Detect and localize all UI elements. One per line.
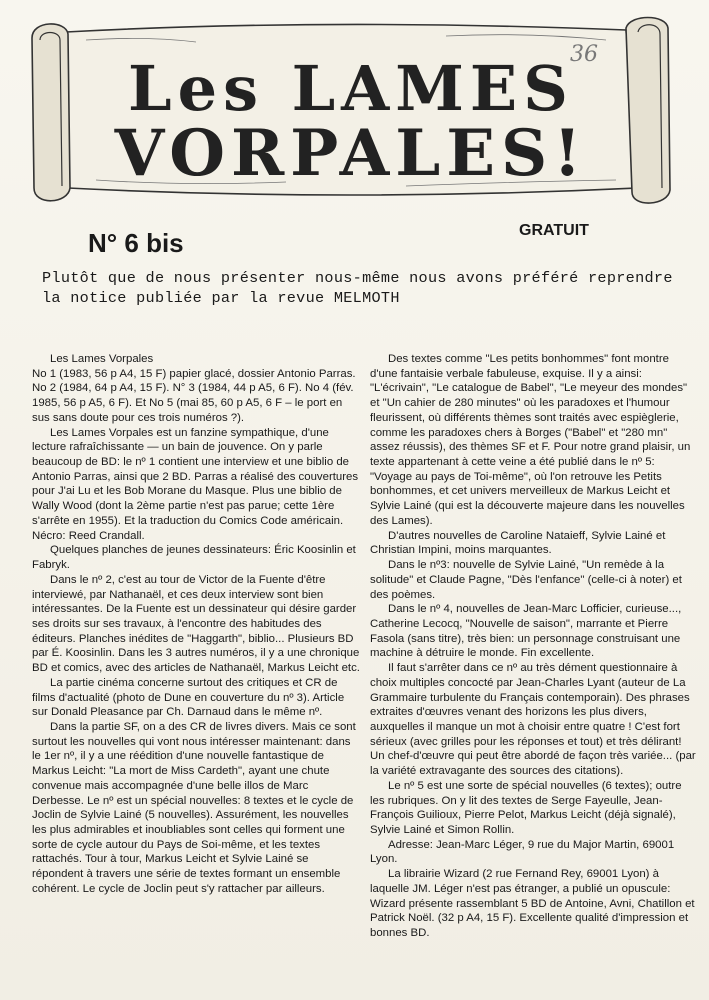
right-column [370, 352, 698, 941]
handwritten-note: 36 [570, 42, 598, 67]
price-label: GRATUIT [519, 222, 589, 239]
column-right-paragraph: La librairie Wizard (2 rue Fernand Rey, 69001 Lyon) à laquelle JM. Léger n'est pas étranger, a publié un opuscule: Wizard présente rassemblant 5 BD de Antoine, Avni, Chatillon et Patrick Noël. (32 p A4, 15 F). Excellente qualité d'impression et bonnes BD. [370, 868, 695, 940]
column-right-paragraph: Il faut s'arrêter dans ce nº au très dément questionnaire à choix multiples concocté par Jean-Charles Lyant (auteur de La Grammaire turbulente du Français contemporain). Des phrases extraites d'œuvres venant des horizons les plus divers, auxquelles il manque un mot à choisir entre quatre ! C'est fort sérieux (avec grilles pour les réponses et tout) et très délirant! Un chef-d'œuvre qui peut être abordé de façon très variée... (par la variété extravagante des sources des citations). [370, 662, 696, 778]
intro-paragraph: Plutôt que de nous présenter nous-même nous avons préféré reprendre la notice publiée par la revue MELMOTH [42, 269, 673, 307]
column-right-paragraph: Le nº 5 est une sorte de spécial nouvelles (6 textes); outre les rubriques. On y lit des textes de Serge Fayeulle, Jean-François Guilioux, Pierre Pelot, Markus Leicht (déjà signalé), Sylvie Lainé et Simon Rollin. [370, 779, 682, 836]
masthead-title-line-1: Les LAMES [128, 52, 574, 125]
masthead-title-line-2: VORPALES! [114, 116, 588, 191]
column-left-paragraph: Dans la partie SF, on a des CR de livres divers. Mais ce sont surtout les nouvelles qui vont nous intéresser maintenant: dans le 1er nº, il y a une réédition d'une nouvelle fantastique de Markus Leicht: "La mort de Miss Cardeth", ayant une chute convenue mais accompagnée d'une belle illos de Marc Derbesse. Le nº est un spécial nouvelles: 8 textes et le cycle de Joclin de Sylvie Lainé (5 nouvelles). Assurément, les nouvelles les plus admirables et inoubliables sont celles qui forment une sorte de cycle autour du Pays de Soi-même, et les textes rattachés. Tour à tour, Markus Leicht et Sylvie Lainé se répondent à travers une série de textes formant un ensemble cohérent. Le cycle de Joclin peut s'y rattacher par ailleurs. [32, 720, 356, 895]
column-left-paragraph: Les Lames Vorpales est un fanzine sympathique, d'une lecture rafraîchissante — un bain de jouvence. On y parle beaucoup de BD: le nº 1 contient une interview et une biblio de Antonio Parras, ainsi que 2 BD. Parras a réalisé des couvertures pour J'ai Lu et les Bob Morane du Masque. Plus une biblio de Wally Wood (dont la 2ème partie n'est pas parue; cette 1ère s'arrête en 1955). Et la traduction du Comics Code américain. Nécro: Reed Crandall. [32, 426, 359, 542]
issue-number: N° 6 bis [88, 228, 184, 258]
column-left-paragraph: Dans le nº 2, c'est au tour de Victor de la Fuente d'être interviewé, par Nathanaël, et ces deux interview sont bien intéressantes. De la Fuente est un dessinateur qui désire garder ses droits sur ses travaux, à l'encontre des habitudes des éditeurs. Planches inédites de "Haggarth", biblio... Plusieurs BD par É. Koosinlin. Dans les 3 autres numéros, il y a une chronique BD et comics, avec des articles de Nathanaël, Markus Leicht etc. [32, 573, 360, 675]
column-left-heading: Les Lames Vorpales [50, 353, 154, 365]
column-left-paragraph: No 1 (1983, 56 p A4, 15 F) papier glacé, dossier Antonio Parras. No 2 (1984, 64 p A4, 15 F). N° 3 (1984, 44 p A5, 6 F). No 4 (fév. 1985, 56 p A5, 6 F). Et No 5 (mai 85, 60 p A5, 6 F – le port en sus sans doute pour ces trois numéros ?). [32, 367, 356, 424]
left-column [32, 352, 362, 897]
column-left-paragraph: La partie cinéma concerne surtout des critiques et CR de films d'actualité (photo de Dune en couverture du nº 3). Article sur Donald Pleasance par Ch. Darnaud dans le même nº. [32, 676, 345, 719]
column-right-paragraph: Dans le nº 4, nouvelles de Jean-Marc Lofficier, curieuse..., Catherine Lecocq, "Nouvelle de saison", marrante et Pierre Fasola (sans titre), très bien: un personnage construisant une machine à détruire le monde. Fin excellente. [370, 603, 682, 660]
column-right-paragraph: Dans le nº3: nouvelle de Sylvie Lainé, "Un remède à la solitude" et Claude Pagne, "Dès l'enfance" (celle-ci à noter) et des poèmes. [370, 559, 682, 601]
column-right-paragraph: D'autres nouvelles de Caroline Nataieff, Sylvie Lainé et Christian Impini, moins marquantes. [370, 529, 666, 557]
column-left-paragraph: Quelques planches de jeunes dessinateurs: Éric Koosinlin et Fabryk. [32, 544, 356, 572]
column-right-paragraph: Adresse: Jean-Marc Léger, 9 rue du Major Martin, 69001 Lyon. [370, 838, 675, 866]
scroll-banner [26, 10, 676, 210]
column-right-paragraph: Des textes comme "Les petits bonhommes" font montre d'une fantaisie verbale fabuleuse, exquise. Il y a ainsi: "L'écrivain", "Le catalogue de Babel", "Le meyeur des mondes" et "Un cahier de 280 minutes" où les paradoxes et l'humour fleurissent, où différents thèmes sont traités avec espièglerie, comme les paradoxes chers à Borges ("Babel" et "280 mn" assez réussis), des thèmes SF et F. Pour notre grand plaisir, un texte appartenant à cette veine a été publié dans le nº 5: "Voyage au pays de Toi-même", où l'on retrouve les Petits bonhommes, et cet univers merveilleux de Markus Leicht et Sylvie Lainé (qui est la découverte majeure dans les nouvelles des Lames). [370, 353, 691, 527]
